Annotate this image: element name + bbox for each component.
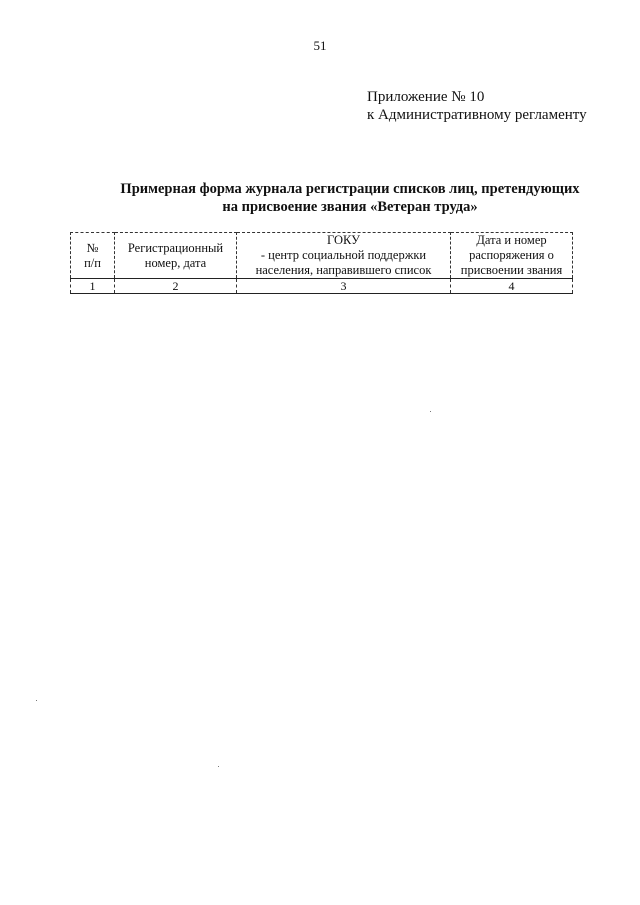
appendix-number: Приложение № 10 — [367, 89, 485, 105]
header-registration-number: Регистрационный номер, дата — [115, 233, 237, 279]
column-number-1: 1 — [71, 279, 115, 294]
page-number: 51 — [313, 38, 327, 53]
header-order-date-number: Дата и номер распоряжения о присвоении звания — [451, 233, 573, 279]
header-goku-center: ГОКУ - центр социальной поддержки населения, направившего список — [237, 233, 451, 279]
appendix-reference: к Административному регламенту — [367, 107, 587, 123]
column-number-row — [71, 279, 573, 294]
form-title — [60, 180, 640, 216]
column-number-3: 3 — [237, 279, 451, 294]
form-title-line-2: на присвоение звания «Ветеран труда» — [222, 199, 478, 215]
scan-speck — [36, 700, 37, 701]
journal-table — [70, 232, 573, 294]
column-number-2: 2 — [115, 279, 237, 294]
form-title-line-1: Примерная форма журнала регистрации списков лиц, претендующих — [120, 181, 580, 197]
appendix-note — [367, 88, 587, 124]
header-row-number: № п/п — [71, 233, 115, 279]
scan-speck — [430, 411, 431, 412]
table-header-row — [71, 233, 573, 279]
column-number-4: 4 — [451, 279, 573, 294]
scan-speck — [218, 766, 219, 767]
